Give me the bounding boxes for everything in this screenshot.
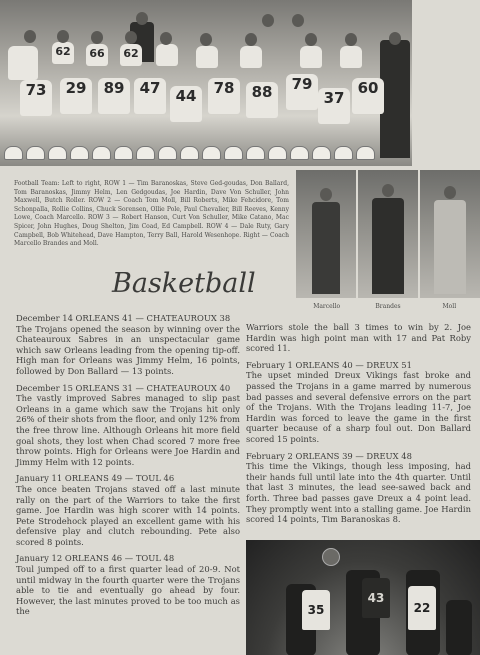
player-jersey: 37 xyxy=(318,88,350,124)
player-jersey xyxy=(240,46,262,68)
helmet xyxy=(268,146,287,160)
player-jersey: 60 xyxy=(352,78,384,114)
player-jersey xyxy=(340,46,362,68)
game-heading: January 12 ORLEANS 46 — TOUL 48 xyxy=(16,553,175,564)
coach-photo-brandes xyxy=(358,170,418,298)
player-head xyxy=(245,33,257,46)
section-title: Basketball xyxy=(112,268,256,299)
right-column xyxy=(246,322,471,531)
player-jersey: 62 xyxy=(52,42,74,64)
player-head xyxy=(292,14,304,27)
helmet xyxy=(158,146,177,160)
coach-head xyxy=(382,184,394,197)
coach-name: Moll xyxy=(442,303,457,310)
coach-name: Brandes xyxy=(375,303,401,310)
player-jersey xyxy=(156,44,178,66)
player-jersey: 22 xyxy=(408,586,436,630)
player-jersey: 43 xyxy=(362,578,390,618)
helmet xyxy=(92,146,111,160)
coach-figure xyxy=(312,202,340,294)
football-team-caption: Football Team: Left to right, ROW 1 — Tim Baranoskas, Steve Ged-goudas, Don Ballard, Tom Baranoskas, Jimmy Helm, Len Gedgoudas, Joe Hardin, Dave Von Schuller, John Maxwell, Butch Roller. ROW 2 — Coach Tom Moll, Bill Roberts, Mike Fehcidore, Tom Schonpalla, Rollie Collins, Chuck Sorensen, Ollie Pole, Paul Chevalier, Bill Reeves, Kenny Lowe, Coach Marcello. ROW 3 — Robert Hanson, Curt Von Schuller, Mike Catano, Mac Spicer, John Hughes, Doug Shelton, Jim Coad, Ed Campbell. ROW 4 — Dale Ruty, Gary Campbell, Bob Whitehead, Dave Hampton, Terry Ball, Harold Wesenhope. Right — Coach Marcello Brandes and Moll. xyxy=(14,180,289,248)
player-jersey: 73 xyxy=(20,80,52,116)
helmet xyxy=(224,146,243,160)
helmet xyxy=(334,146,353,160)
game-report: The vastly improved Sabres managed to slip past Orleans in a game which saw the Trojans hit only 26% of their shots from the floor, and only 12% from the free throw line. Although Orleans hit more field goal shots, they lost when Chad scored 7 more free throw points. High for Orleans were Joe Hardin and Jimmy Helm with 12 points. xyxy=(16,393,240,467)
game-heading: February 2 ORLEANS 39 — DREUX 48 xyxy=(246,450,412,461)
coach-photo-marcello xyxy=(296,170,356,298)
game-heading: December 15 ORLEANS 31 — CHATEAUROUX 40 xyxy=(16,382,231,393)
helmet xyxy=(246,146,265,160)
left-column xyxy=(16,313,240,623)
player-head xyxy=(160,32,172,45)
player-jersey xyxy=(300,46,322,68)
player-jersey: 44 xyxy=(170,86,202,122)
helmet xyxy=(312,146,331,160)
player-head xyxy=(305,33,317,46)
coach-head xyxy=(389,32,401,45)
coach-figure xyxy=(380,40,410,158)
game-report: The Trojans opened the season by winning over the Chateauroux Sabres in an unspectacular game which saw Orleans leading from the opening tip-off. High man for Orleans was Jimmy Helm, 16 points, followed by Don Ballard — 13 points. xyxy=(16,323,240,376)
helmet xyxy=(290,146,309,160)
player-jersey: 79 xyxy=(286,74,318,110)
coach-figure xyxy=(434,200,466,294)
helmet xyxy=(202,146,221,160)
helmet xyxy=(70,146,89,160)
helmet xyxy=(26,146,45,160)
game-heading: January 11 ORLEANS 49 — TOUL 46 xyxy=(16,473,175,484)
game-heading: December 14 ORLEANS 41 — CHATEAUROUX 38 xyxy=(16,313,231,323)
player-jersey: 35 xyxy=(302,590,330,630)
game-report: The upset minded Dreux Vikings fast broke and passed the Trojans in a game marred by numerous bad passes and several defensive errors on the part of the Trojans. With the Trojans leading 11-7, Joe Hardin was forced to leave the game in the first quarter because of a sharp foul out. Don Ballard scored 15 points. xyxy=(246,370,471,444)
game-report: The once beaten Trojans staved off a last minute rally on the part of the Warriors to take the first game. Joe Hardin was high scorer with 14 points. Pete Strodehock played an excellent game with his defensive play and clutch rebounding. Pete also scored 8 points. xyxy=(16,483,240,547)
player-head xyxy=(262,14,274,27)
game-report: This time the Vikings, though less imposing, had their hands full until late into the 4th quarter. Until that last 3 minutes, the lead see-sawed back and forth. Three bad passes gave Dreux a 4 point lead. They promptly went into a stalling game. Joe Hardin scored 14 points, Tim Baranoskas 8. xyxy=(246,461,471,525)
player-jersey xyxy=(196,46,218,68)
coach-head xyxy=(320,188,332,201)
player-jersey: 62 xyxy=(120,44,142,66)
coach-figure xyxy=(372,198,404,294)
player-jersey: 88 xyxy=(246,82,278,118)
helmet xyxy=(356,146,375,160)
player-jersey xyxy=(8,46,38,80)
player-jersey: 89 xyxy=(98,78,130,114)
helmet xyxy=(48,146,67,160)
coach-photo-moll xyxy=(420,170,480,298)
player-head xyxy=(57,30,69,43)
coach-head xyxy=(444,186,456,199)
player-jersey: 78 xyxy=(208,78,240,114)
helmet xyxy=(180,146,199,160)
player-head xyxy=(24,30,36,43)
game-report: Warriors stole the ball 3 times to win by 2. Joe Hardin was high point man with 17 and Pat Roby scored 11. xyxy=(246,322,471,354)
helmet xyxy=(136,146,155,160)
game-report: Toul jumped off to a first quarter lead of 20-9. Not until midway in the fourth quarter were the Trojans able to tie and eventually go ahead by four. However, the last minutes proved to be too much as the xyxy=(16,564,240,617)
player-jersey: 66 xyxy=(86,44,108,66)
helmet xyxy=(4,146,23,160)
player-jersey: 47 xyxy=(134,78,166,114)
player-head xyxy=(125,31,137,44)
player-head xyxy=(345,33,357,46)
basketball xyxy=(322,548,340,566)
player-head xyxy=(91,31,103,44)
game-heading: February 1 ORLEANS 40 — DREUX 51 xyxy=(246,359,412,370)
player-jersey: 29 xyxy=(60,78,92,114)
basketball-game-photo xyxy=(246,540,480,655)
football-team-photo xyxy=(0,0,412,166)
player-figure xyxy=(446,600,472,655)
helmet xyxy=(114,146,133,160)
coach-names xyxy=(296,303,480,310)
player-head xyxy=(136,12,148,25)
coach-name: Marcello xyxy=(313,303,341,310)
player-head xyxy=(200,33,212,46)
